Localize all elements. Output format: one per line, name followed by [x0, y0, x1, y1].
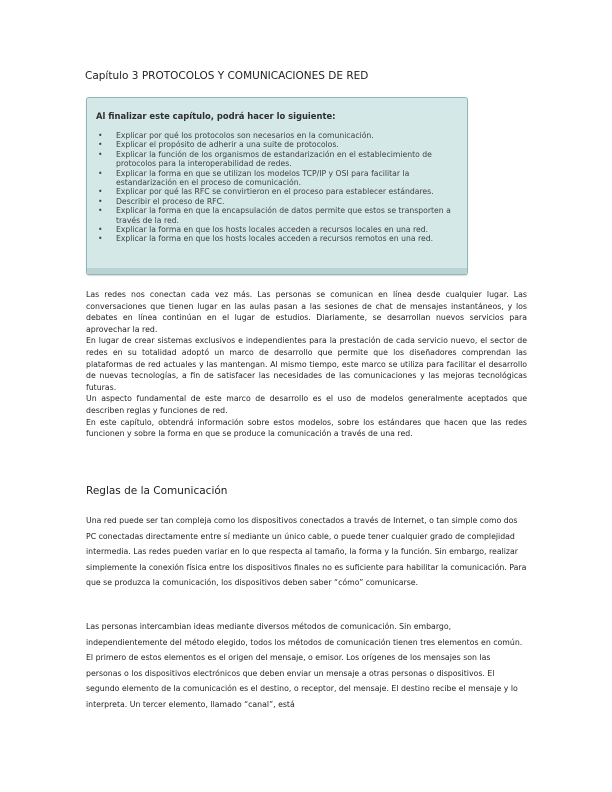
- section-paragraph-1: [86, 513, 527, 591]
- intro-paragraph: Un aspecto fundamental de este marco de desarrollo es el uso de modelos generalmente aceptados que describen reglas y funciones de red.: [86, 394, 527, 415]
- objectives-box: [86, 97, 468, 275]
- section-paragraph: Las personas intercambian ideas mediante diversos métodos de comunicación. Sin embargo, independientemente del método elegido, todos los métodos de comunicación tienen tres elementos en común. El primero de estos elementos es el origen del mensaje, o emisor. Los orígenes de los mensajes son las personas o los dispositivos electrónicos que deben enviar un mensaje a otras personas o dispositivos. El segundo elemento de la comunicación es el destino, o receptor, del mensaje. El destino recibe el mensaje y lo interpreta. Un tercer elemento, llamado “canal”, está: [86, 622, 523, 709]
- objective-item: • Explicar la forma en que los hosts locales acceden a recursos locales en una red.: [96, 225, 458, 234]
- intro-text: [86, 289, 527, 440]
- objective-item: • Explicar la función de los organismos de estandarización en el establecimiento de protocolos para la interoperabilidad de redes.: [96, 150, 458, 169]
- section-paragraph-2: [86, 619, 527, 713]
- intro-paragraph: En este capítulo, obtendrá información sobre estos modelos, sobre los estándares que hacen que las redes funcionen y sobre la forma en que se produce la comunicación a través de una red.: [86, 417, 527, 439]
- objective-item: • Explicar por qué los protocolos son necesarios en la comunicación.: [96, 131, 458, 140]
- objective-item: • Explicar la forma en que se utilizan los modelos TCP/IP y OSI para facilitar la estandarización en el proceso de comunicación.: [96, 169, 458, 188]
- objective-item: • Explicar por qué las RFC se convirtieron en el proceso para establecer estándares.: [96, 187, 458, 196]
- chapter-title: Capítulo 3 PROTOCOLOS Y COMUNICACIONES DE RED: [85, 70, 369, 82]
- objectives-list: [96, 131, 458, 244]
- objectives-heading: Al finalizar este capítulo, podrá hacer lo siguiente:: [96, 111, 336, 121]
- section-heading: Reglas de la Comunicación: [86, 485, 228, 497]
- objective-item: • Describir el proceso de RFC.: [96, 197, 458, 206]
- objective-item: • Explicar la forma en que la encapsulación de datos permite que estos se transporten a través de la red.: [96, 206, 458, 225]
- section-paragraph: Una red puede ser tan compleja como los dispositivos conectados a través de Internet, o tan simple como dos PC conectadas directamente entre sí mediante un único cable, o puede tener cualquier grado de complejidad intermedia. Las redes pueden variar en lo que respecta al tamaño, la forma y la función. Sin embargo, realizar simplemente la conexión física entre los dispositivos finales no es suficiente para habilitar la comunicación. Para que se produzca la comunicación, los dispositivos deben saber “cómo” comunicarse.: [86, 516, 527, 588]
- intro-paragraph: En lugar de crear sistemas exclusivos e independientes para la prestación de cada servicio nuevo, el sector de redes en su totalidad adoptó un marco de desarrollo que permite que los diseñadores comprendan las plataformas de red actuales y las mantengan. Al mismo tiempo, este marco se utiliza para facilitar el desarrollo de nuevas tecnologías, a fin de satisfacer las necesidades de las comunicaciones y las mejoras tecnológicas futuras.: [86, 336, 527, 392]
- intro-paragraph: Las redes nos conectan cada vez más. Las personas se comunican en línea desde cualquier lugar. Las conversaciones que tienen lugar en las aulas pasan a las sesiones de chat de mensajes instantáneos, y los debates en línea continúan en el lugar de estudios. Diariamente, se desarrollan nuevos servicios para aprovechar la red.: [86, 290, 527, 334]
- objective-item: • Explicar la forma en que los hosts locales acceden a recursos remotos en una red.: [96, 234, 458, 243]
- box-bottom-band: [87, 268, 467, 274]
- objective-item: • Explicar el propósito de adherir a una suite de protocolos.: [96, 140, 458, 149]
